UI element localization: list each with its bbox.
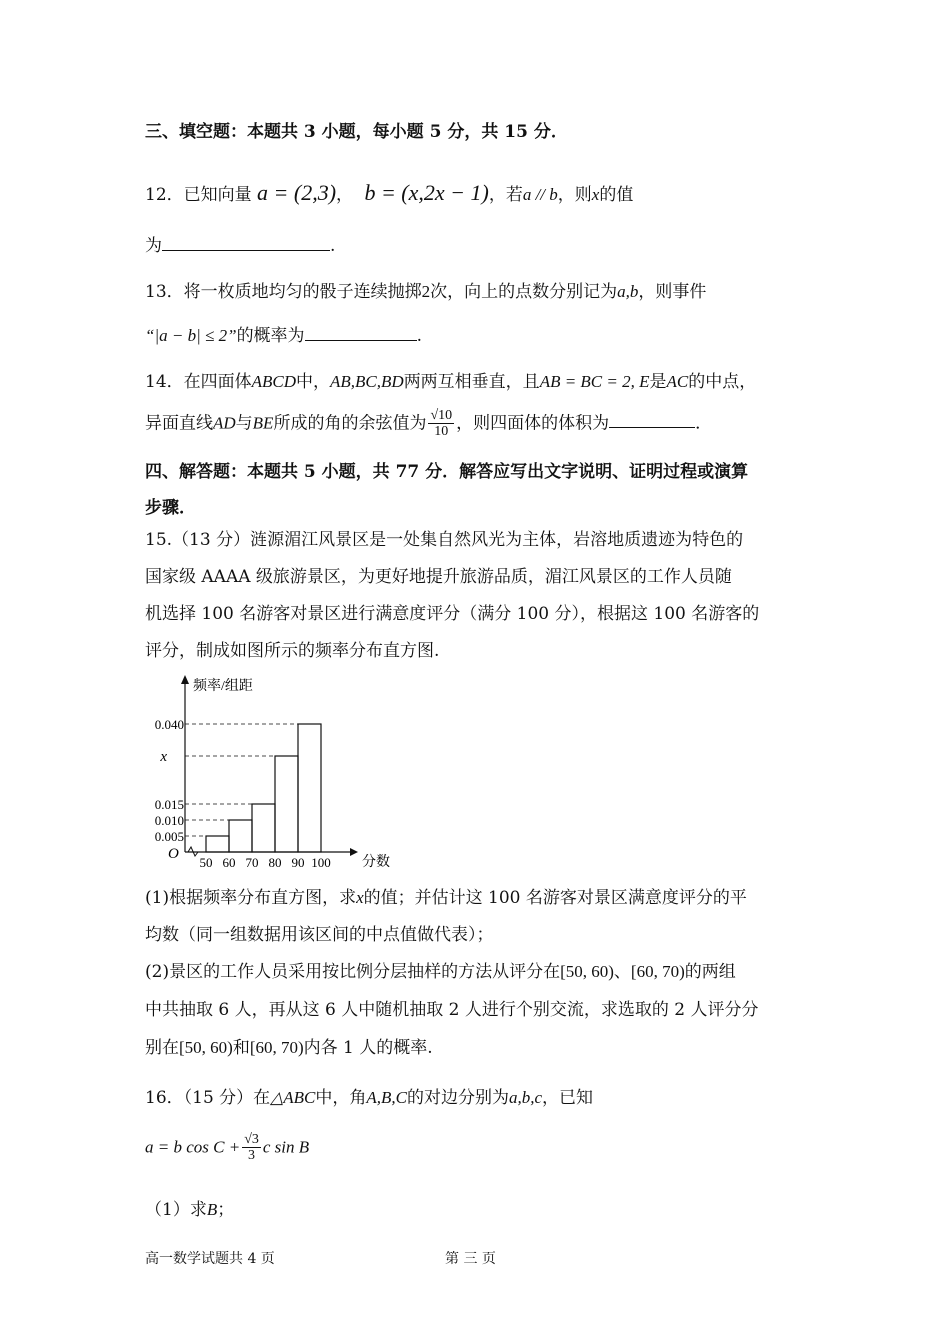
q14-seg: AC <box>666 372 689 391</box>
q12-text: 已知向量 <box>183 185 252 205</box>
question-16 <box>145 1088 593 1108</box>
q15-interval-1: [50, 60) <box>560 962 614 981</box>
q14-line2-b: 与 <box>235 413 253 434</box>
q12-text-d: 的值 <box>599 185 634 205</box>
q16-eq-frac-num: √3 <box>244 1132 259 1147</box>
q15-part2-line3-b: 和 <box>232 1038 250 1058</box>
q12-var: x <box>591 185 600 204</box>
q14-line2-a: 异面直线 <box>145 413 213 434</box>
q15-part1-line1 <box>145 888 747 908</box>
q14-text-a: 在四面体 <box>183 372 252 392</box>
q15-part2-line3 <box>145 1038 433 1058</box>
y-axis-arrow <box>181 675 189 684</box>
q13-vars: a,b <box>617 282 639 301</box>
q16-number: 16． <box>145 1088 184 1108</box>
q16-text-c: 的对边分别为 <box>406 1088 509 1108</box>
q16-triangle: △ABC <box>270 1088 316 1107</box>
footer-page-number: 第 三 页 <box>445 1251 496 1267</box>
question-13-line2 <box>145 326 422 346</box>
q14-line-ad: AD <box>213 413 236 433</box>
y-tick-label: x <box>160 749 167 765</box>
q15-part1-text-b: 的值；并估计这 100 名游客对景区满意度评分的平 <box>363 888 747 908</box>
question-13 <box>145 282 706 302</box>
histogram-bar <box>275 756 298 852</box>
q14-text-e: 的中点， <box>688 372 757 392</box>
x-axis-label: 分数 <box>362 855 390 870</box>
q14-edges: AB,BC,BD <box>330 372 404 391</box>
q15-line-4: 评分，制成如图所示的频率分布直方图. <box>145 641 440 661</box>
q13-suffix: . <box>416 326 422 346</box>
q14-text-b: 中， <box>296 372 331 392</box>
q16-text-a: （15 分）在 <box>183 1088 271 1108</box>
q12-parallel: a // b <box>522 185 558 204</box>
x-axis-arrow <box>350 848 358 856</box>
q15-part1-line2: 均数（同一组数据用该区间的中点值做代表）； <box>145 925 494 945</box>
q16-sides: a,b,c <box>508 1088 543 1107</box>
y-tick-label: 0.005 <box>154 829 184 844</box>
q12-text-b: ，若 <box>488 185 523 205</box>
q14-frac-den: 10 <box>434 424 449 440</box>
q16-equation <box>145 1132 309 1164</box>
histogram-bar <box>229 820 252 852</box>
q13-event: “|a − b| ≤ 2” <box>145 326 237 345</box>
q16-part1-text: （1）求 <box>145 1200 207 1220</box>
q15-interval-2: [60, 70) <box>630 962 685 981</box>
footer-page-count: 高一数学试题共 4 页 <box>145 1251 275 1267</box>
q14-line2-c: 所成的角的余弦值为 <box>273 413 427 434</box>
q13-text-b: 次，向上的点数分别记为 <box>430 282 618 302</box>
q13-text-a: 将一枚质地均匀的骰子连续抛掷 <box>183 282 422 302</box>
question-14-line2 <box>145 408 712 440</box>
q15-line-3: 机选择 100 名游客对景区进行满意度评分（满分 100 分），根据这 100 名游客的 <box>145 604 760 624</box>
histogram-bar <box>252 804 275 852</box>
q13-text-d: 的概率为 <box>236 326 305 346</box>
q13-times: 2 <box>421 282 431 301</box>
q15-part2-line3-a: 别在 <box>145 1038 179 1058</box>
y-tick-label: 0.040 <box>154 717 184 732</box>
q15-part2-text-a: (2)景区的工作人员采用按比例分层抽样的方法从评分在 <box>145 962 561 982</box>
q16-angles: A,B,C <box>366 1088 407 1107</box>
q15-part2-line2: 中共抽取 6 人，再从这 6 人中随机抽取 2 人进行个别交流，求选取的 2 人评分分 <box>145 1000 759 1020</box>
q15-part1-text-a: (1)根据频率分布直方图，求 <box>145 888 357 908</box>
q14-tetra: ABCD <box>251 372 297 391</box>
q16-eq-frac-den: 3 <box>248 1148 256 1164</box>
q14-frac-num: √10 <box>430 408 453 423</box>
q14-text-c: 两两互相垂直，且 <box>403 372 540 392</box>
q15-part1-var: x <box>356 888 364 907</box>
q16-eq-fraction <box>242 1132 261 1164</box>
y-tick-label: 0.015 <box>154 797 184 812</box>
q15-part2-sep: 、 <box>613 962 631 982</box>
q13-text-c: ，则事件 <box>638 282 707 302</box>
q12-sep: ， <box>336 185 354 205</box>
q15-line-1: 15.（13 分）涟源湄江风景区是一处集自然风光为主体，岩溶地质遗迹为特色的 <box>145 530 744 550</box>
x-tick-label: 70 <box>245 855 259 870</box>
q14-cond: AB = BC = 2, E <box>539 372 650 391</box>
section-4-heading-line2: 步骤． <box>145 498 196 518</box>
q15-interval-1-repeat: [50, 60) <box>179 1038 233 1057</box>
question-12 <box>145 180 633 206</box>
q12-prefix: 为 <box>145 236 162 256</box>
section-4-heading-line1: 四、解答题：本题共 5 小题，共 77 分．解答应写出文字说明、证明过程或演算 <box>145 462 749 482</box>
q12-vector-b: b = (x,2x − 1) <box>364 180 489 205</box>
q12-answer-blank[interactable] <box>162 249 330 251</box>
x-tick-label: 100 <box>311 855 331 870</box>
q15-line-2: 国家级 AAAA 级旅游景区，为更好地提升旅游品质，湄江风景区的工作人员随 <box>145 567 732 587</box>
q16-part1-var: B <box>206 1200 218 1219</box>
q16-text-b: 中，角 <box>315 1088 367 1108</box>
q16-eq-right: c sin B <box>262 1137 310 1157</box>
x-tick-label: 60 <box>222 855 236 870</box>
q14-answer-blank[interactable] <box>609 426 695 428</box>
q14-line2-d: ，则四面体的体积为 <box>456 413 610 434</box>
q15-part2-text-b: 的两组 <box>684 962 736 982</box>
section-3-heading: 三、填空题：本题共 3 小题，每小题 5 分，共 15 分． <box>145 122 568 142</box>
q14-line-be: BE <box>252 413 274 433</box>
q13-answer-blank[interactable] <box>305 339 417 341</box>
x-tick-label: 80 <box>268 855 282 870</box>
q14-fraction <box>428 408 454 440</box>
histogram-bar <box>206 836 229 852</box>
q14-number: 14． <box>145 372 184 392</box>
q15-part2-line1 <box>145 962 736 982</box>
y-tick-label: 0.010 <box>154 813 184 828</box>
q16-text-d: ，已知 <box>542 1088 594 1108</box>
q14-text-d: 是 <box>649 372 667 392</box>
q12-suffix: . <box>330 236 336 256</box>
frequency-histogram <box>140 672 390 877</box>
q13-number: 13． <box>145 282 184 302</box>
q16-part1-end: ； <box>217 1200 235 1220</box>
histogram-bar <box>298 724 321 852</box>
q14-suffix: ． <box>695 413 713 434</box>
x-tick-label: 90 <box>291 855 305 870</box>
question-12-line2 <box>145 236 335 256</box>
q16-eq-left: a = b cos C + <box>145 1137 241 1157</box>
q16-part1 <box>145 1200 234 1220</box>
q12-number: 12． <box>145 185 184 205</box>
q15-part2-line3-c: 内各 1 人的概率. <box>303 1038 433 1058</box>
origin-label: O <box>168 846 179 862</box>
question-14 <box>145 372 756 392</box>
q12-text-c: ，则 <box>557 185 592 205</box>
y-axis-label: 频率/组距 <box>193 679 253 694</box>
q15-interval-2-repeat: [60, 70) <box>249 1038 304 1057</box>
q12-vector-a: a = (2,3) <box>257 180 337 205</box>
x-tick-label: 50 <box>199 855 213 870</box>
